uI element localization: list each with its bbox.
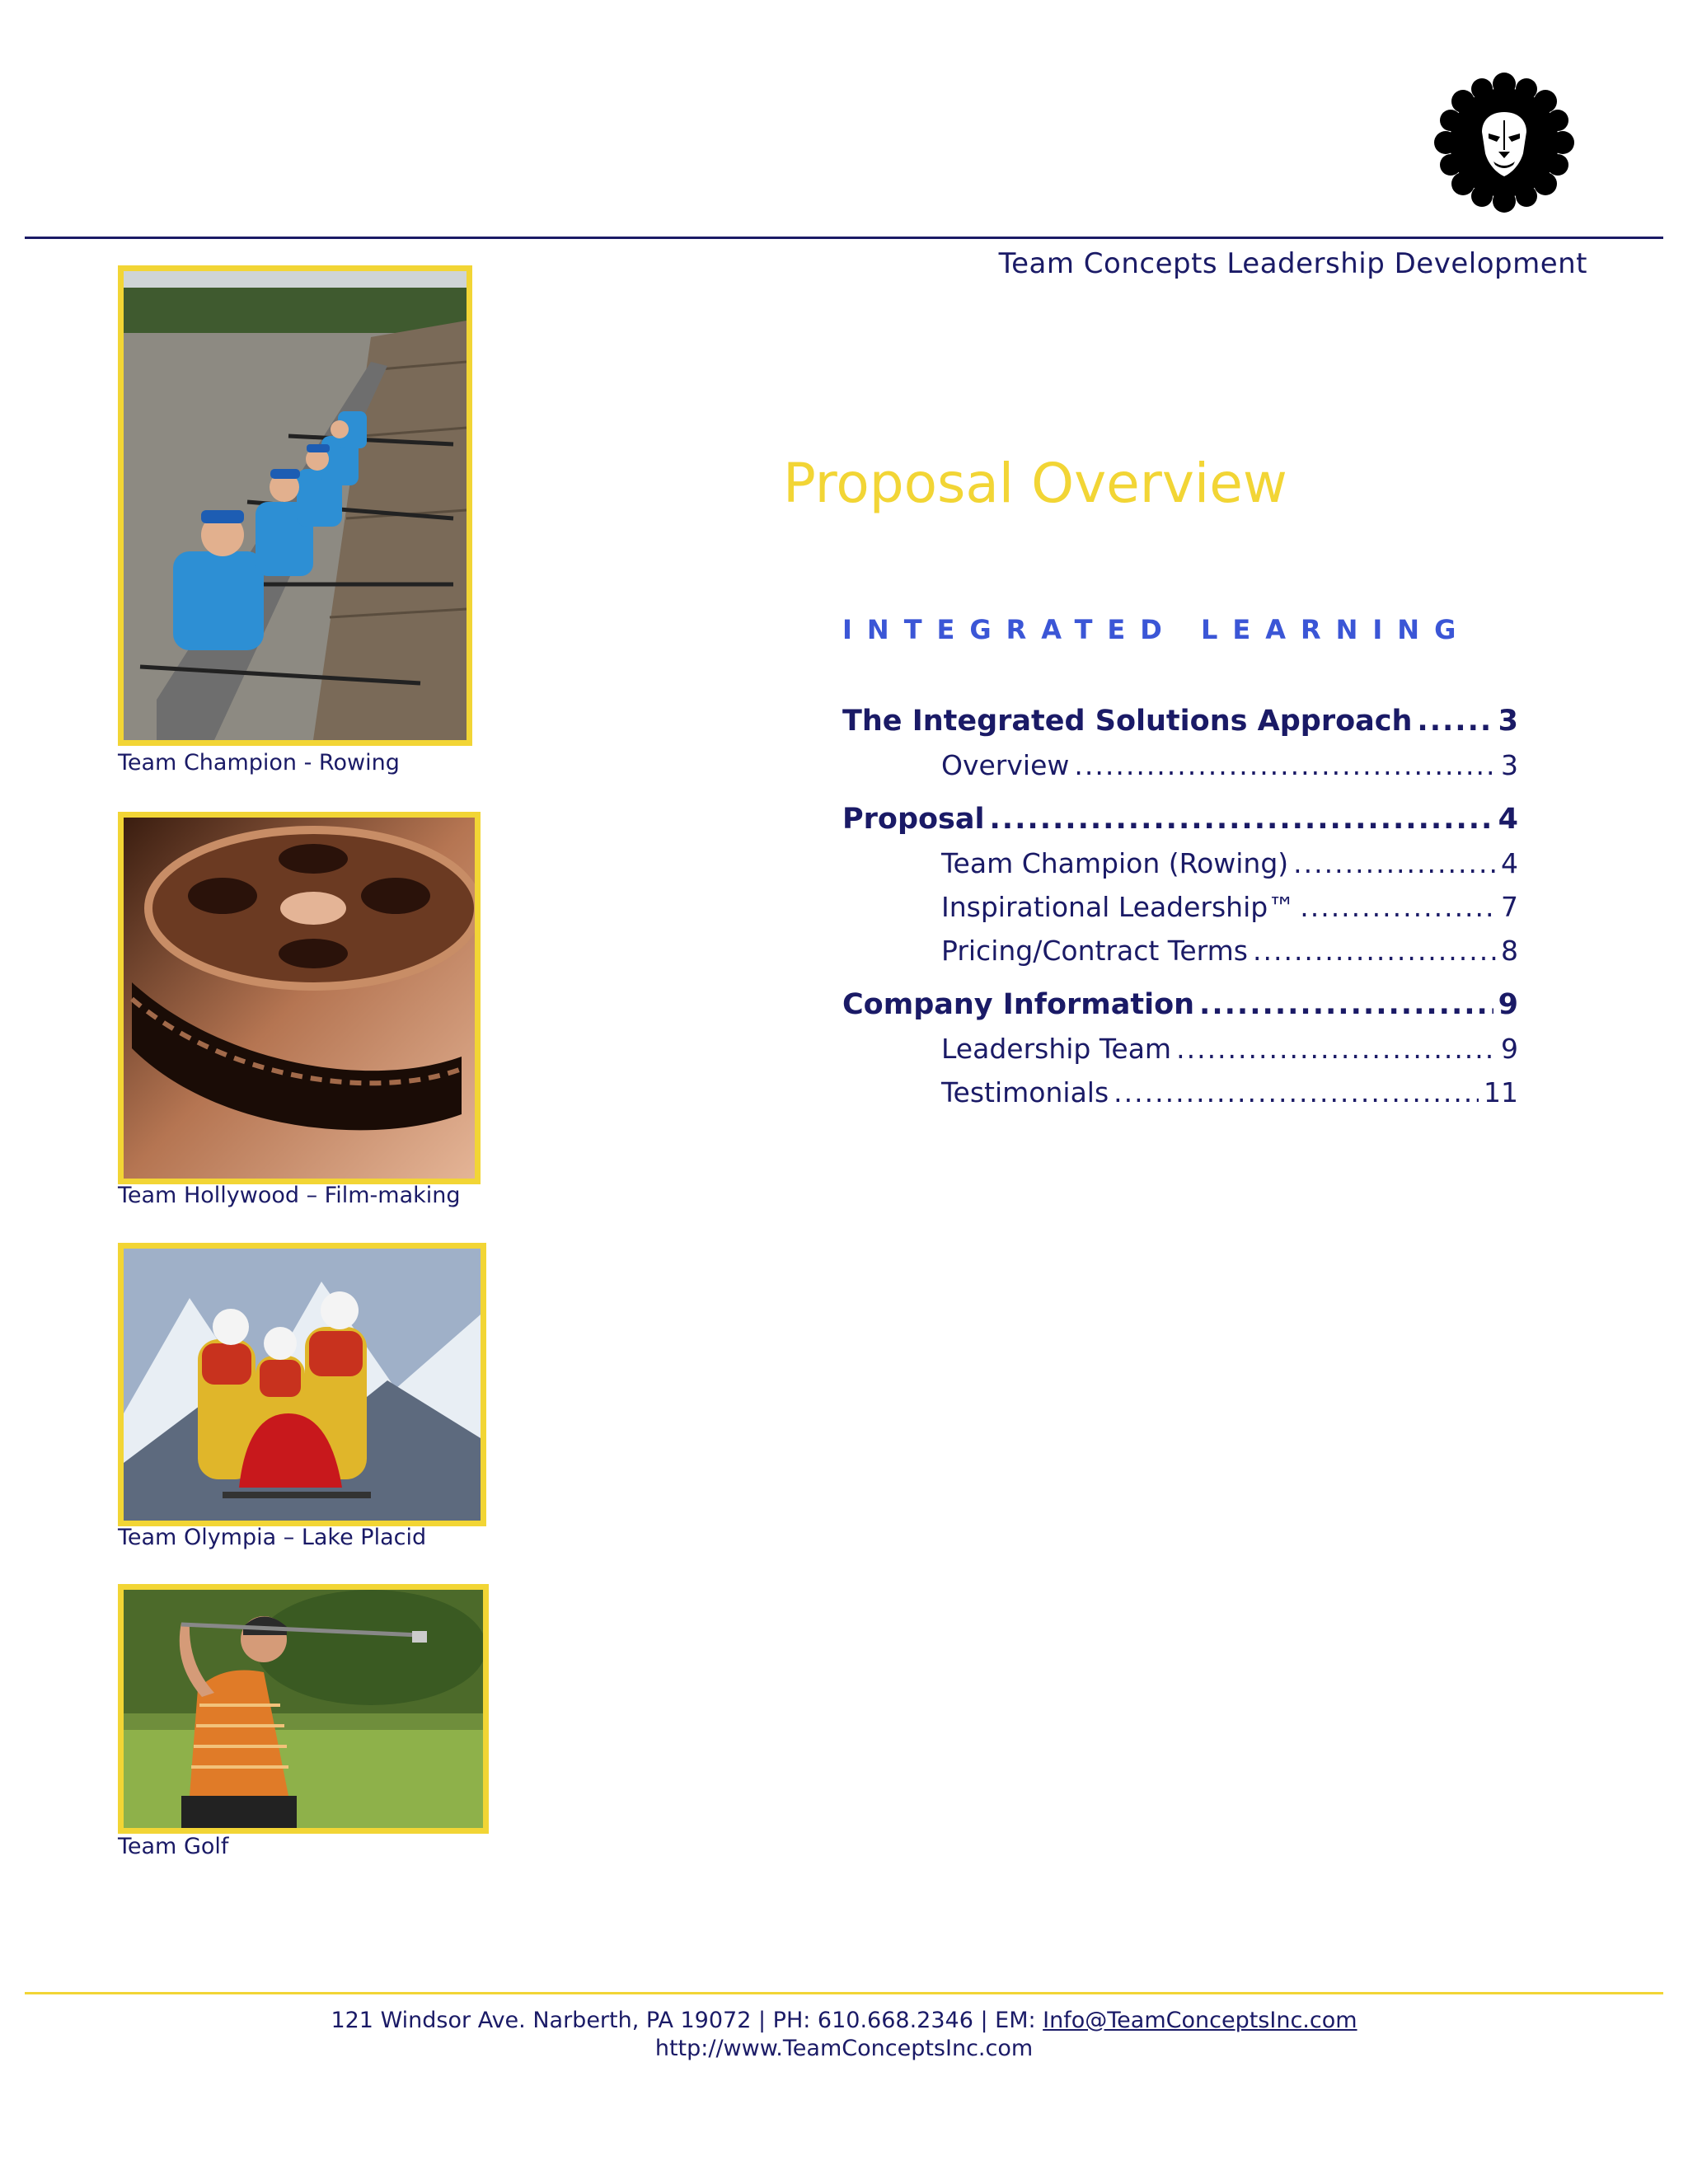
- toc-item-label: Pricing/Contract Terms: [941, 935, 1248, 967]
- page-title: Proposal Overview: [783, 452, 1287, 515]
- toc-leader: [1293, 847, 1496, 879]
- toc-item-label: Team Champion (Rowing): [941, 847, 1289, 879]
- website-link[interactable]: http://www.TeamConceptsInc.com: [654, 2036, 1034, 2061]
- toc-section-label: The Integrated Solutions Approach: [842, 705, 1413, 738]
- lion-head-icon: [1434, 73, 1574, 213]
- rowing-photo: [118, 265, 472, 746]
- toc-item-label: Leadership Team: [941, 1033, 1172, 1065]
- toc-page-number: 9: [1498, 988, 1518, 1021]
- header-rule: [25, 237, 1663, 239]
- toc-leader: [1253, 935, 1496, 967]
- section-subtitle: INTEGRATED LEARNING: [842, 614, 1471, 645]
- toc-item[interactable]: [842, 935, 1518, 967]
- toc-section-label: Proposal: [842, 803, 985, 836]
- toc-page-number: 4: [1501, 847, 1518, 879]
- golf-photo: [118, 1584, 489, 1834]
- toc-page-number: 7: [1501, 891, 1518, 923]
- toc-leader: [1176, 1033, 1496, 1065]
- toc-page-number: 11: [1484, 1076, 1518, 1108]
- footer-rule: [25, 1992, 1663, 1994]
- toc-item-label: Overview: [941, 749, 1070, 781]
- footer-contact: [0, 2008, 1688, 2033]
- toc-leader: [1074, 749, 1496, 781]
- photo-caption: Team Golf: [118, 1834, 229, 1859]
- toc-section[interactable]: [842, 988, 1518, 1021]
- email-link[interactable]: Info@TeamConceptsInc.com: [1043, 2008, 1357, 2033]
- toc-page-number: 3: [1498, 705, 1518, 738]
- toc-page-number: 8: [1501, 935, 1518, 967]
- toc-leader: [1417, 705, 1493, 738]
- toc-item[interactable]: [842, 891, 1518, 923]
- photo-caption: Team Hollywood – Film-making: [118, 1183, 461, 1208]
- toc-section[interactable]: [842, 705, 1518, 738]
- film-reel-photo: [118, 812, 481, 1184]
- photo-caption: Team Olympia – Lake Placid: [118, 1525, 427, 1550]
- toc-leader: [1114, 1076, 1479, 1108]
- toc-section[interactable]: [842, 803, 1518, 836]
- company-name: Team Concepts Leadership Development: [998, 247, 1587, 280]
- toc-leader: [990, 803, 1493, 836]
- toc-leader: [1199, 988, 1493, 1021]
- footer-address: 121 Windsor Ave. Narberth, PA 19072 | PH: 610.668.2346 | EM:: [331, 2008, 1043, 2033]
- toc-item[interactable]: [842, 1076, 1518, 1108]
- bobsled-photo: [118, 1243, 486, 1526]
- toc-leader: [1300, 891, 1496, 923]
- toc-item[interactable]: [842, 847, 1518, 879]
- table-of-contents: [842, 705, 1518, 1108]
- toc-item[interactable]: [842, 749, 1518, 781]
- toc-item-label: Inspirational Leadership™: [941, 891, 1296, 923]
- photo-caption: Team Champion - Rowing: [118, 750, 400, 776]
- toc-page-number: 4: [1498, 803, 1518, 836]
- toc-item[interactable]: [842, 1033, 1518, 1065]
- toc-page-number: 9: [1501, 1033, 1518, 1065]
- toc-section-label: Company Information: [842, 988, 1195, 1021]
- toc-page-number: 3: [1501, 749, 1518, 781]
- toc-item-label: Testimonials: [941, 1076, 1109, 1108]
